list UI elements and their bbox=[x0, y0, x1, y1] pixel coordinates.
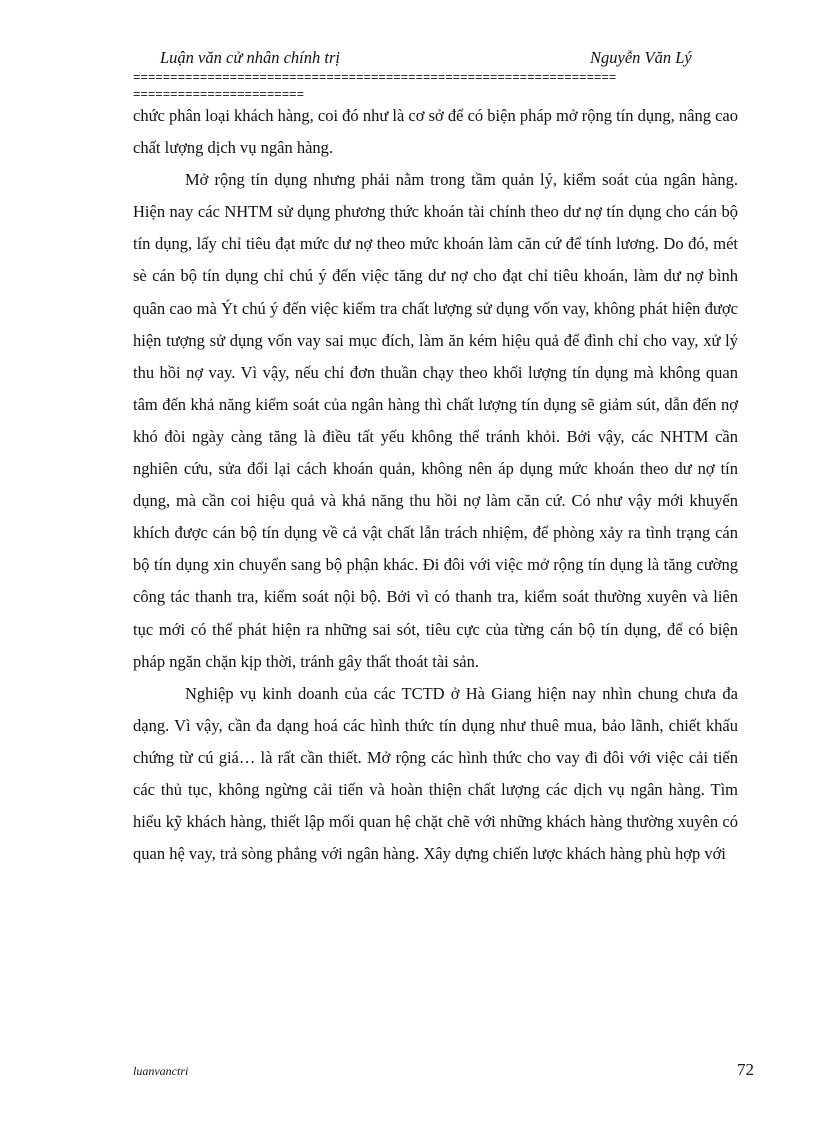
footer-source-label: luanvanctri bbox=[133, 1064, 189, 1078]
page-number: 72 bbox=[737, 1060, 754, 1079]
paragraph-business-diversification: Nghiệp vụ kinh doanh của các TCTD ở Hà Giang hiện nay nhìn chung chưa đa dạng. Vì vậy, cần đa dạng hoá các hình thức tín dụng như thuê mua, bảo lãnh, chiết khấu chứng từ cú giá… là rất cần thiết. Mở rộng các hình thức cho vay đi đôi với việc cải tiến các thủ tục, không ngừng cải tiến và hoàn thiện chất lượng các dịch vụ ngân hàng. Tìm hiểu kỹ khách hàng, thiết lập mối quan hệ chặt chẽ với những khách hàng thường xuyên có quan hệ vay, trả sòng phẳng với ngân hàng. Xây dựng chiến lược khách hàng phù hợp với bbox=[133, 683, 738, 864]
header-rule-line-2: ======================= bbox=[133, 88, 305, 102]
paragraph-credit-control: Mở rộng tín dụng nhưng phải nằm trong tầm quản lý, kiểm soát của ngân hàng. Hiện nay các NHTM sử dụng phương thức khoán tài chính theo dư nợ tín dụng cho cán bộ tín dụng, lấy chỉ tiêu đạt mức dư nợ theo mức khoán làm căn cứ để tính lương. Do đó, mét sè cán bộ tín dụng chỉ chú ý đến việc tăng dư nợ cho đạt chỉ tiêu khoán, làm dư nợ bình quân cao mà Ýt chú ý đến việc kiểm tra chất lượng sử dụng vốn vay, không phát hiện được hiện tượng sử dụng vốn vay sai mục đích, làm ăn kém hiệu quả để đình chỉ cho vay, xử lý thu hồi nợ vay. Vì vậy, nếu chỉ đơn thuần chạy theo khối lượng tín dụng mà không quan tâm đến khả năng kiểm soát của ngân hàng thì chất lượng tín dụng sẽ giảm sút, dẫn đến nợ khó đòi ngày càng tăng là điều tất yếu không thể tránh khỏi. Bởi vậy, các NHTM cần nghiên cứu, sửa đổi lại cách khoán quản, không nên áp dụng mức khoán theo dư nợ tín dụng, mà cần coi hiệu quả và khả năng thu hồi nợ làm căn cứ. Có như vậy mới khuyến khích được cán bộ tín dụng về cả vật chất lẫn trách nhiệm, để phòng xảy ra tình trạng cán bộ tín dụng xin chuyển sang bộ phận khác. Đi đôi với việc mở rộng tín dụng là tăng cường công tác thanh tra, kiểm soát nội bộ. Bởi vì có thanh tra, kiểm soát thường xuyên và liên tục mới có thể phát hiện ra những sai sót, tiêu cực của từng cán bộ tín dụng, để có biện pháp ngăn chặn kịp thời, tránh gây thất thoát tài sản. bbox=[133, 170, 738, 671]
header-rule-line-1: ================================================================= bbox=[133, 71, 617, 85]
header-author-name: Nguyễn Văn Lý bbox=[590, 48, 692, 67]
page-body bbox=[133, 100, 738, 870]
header-thesis-title: Luận văn cử nhân chính trị bbox=[160, 48, 340, 67]
paragraph-continued: chức phân loại khách hàng, coi đó như là cơ sở để có biện pháp mở rộng tín dụng, nâng cao chất lượng dịch vụ ngân hàng. bbox=[133, 106, 738, 158]
